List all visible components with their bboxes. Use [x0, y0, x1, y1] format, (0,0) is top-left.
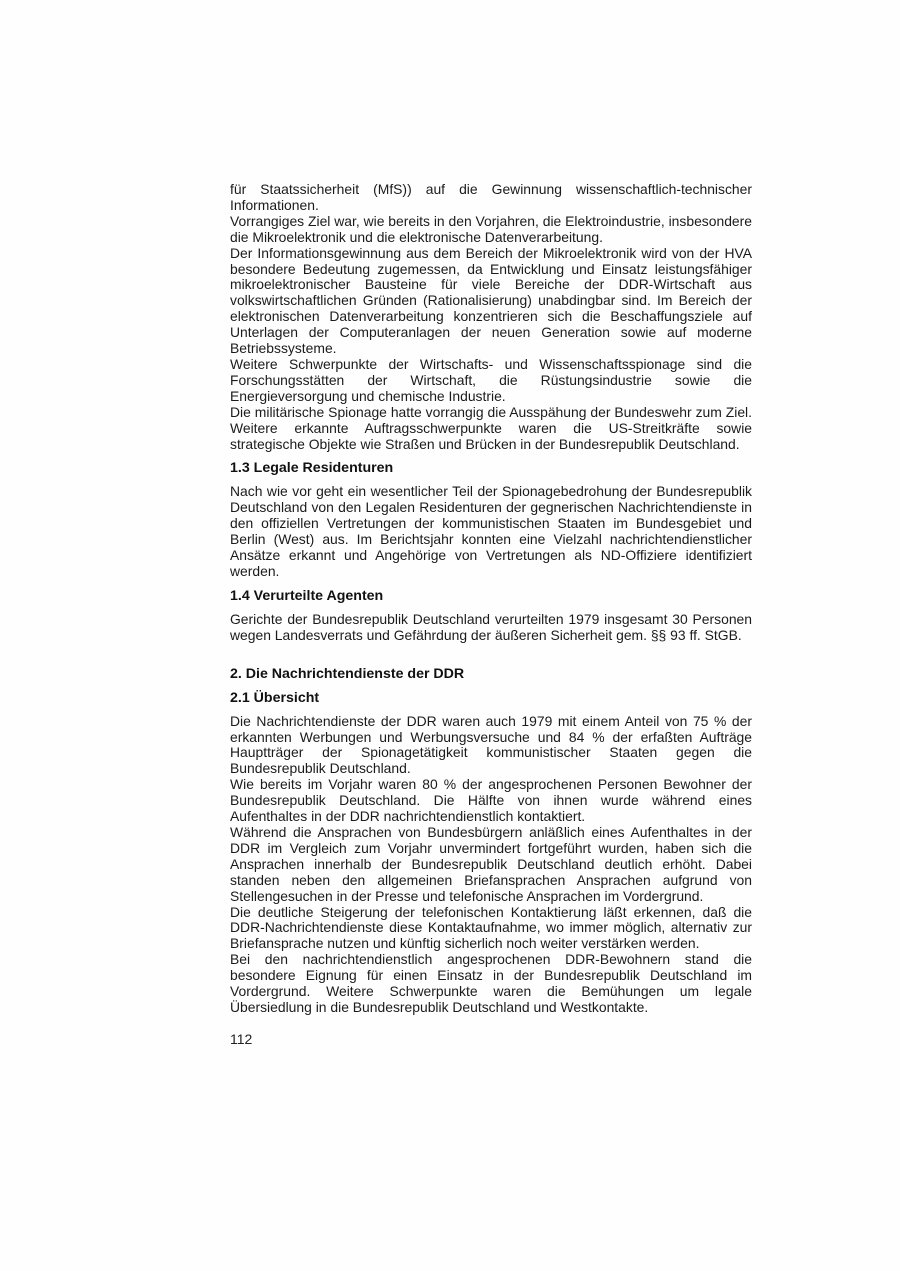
paragraph: Wie bereits im Vorjahr waren 80 % der angesprochenen Personen Bewohner der Bundesrepublik Deutschland. Die Hälfte von ihnen wurde während eines Aufenthaltes in der DDR nachrichtendienstlich kontaktiert. — [230, 776, 752, 825]
paragraph: Weitere Schwerpunkte der Wirtschafts- und Wissenschaftsspionage sind die Forschungsstätten der Wirtschaft, die Rüstungsindustrie sowie die Energieversorgung und chemische Industrie. — [230, 355, 752, 404]
paragraph: Während die Ansprachen von Bundesbürgern anläßlich eines Aufenthaltes in der DDR im Vergleich zum Vorjahr unvermindert fortgeführt wurden, haben sich die Ansprachen innerhalb der Bundesrepublik Deutschland deutlich erhöht. Dabei standen neben den allgemeinen Briefansprachen Ansprachen aufgrund von Stellengesuchen in der Presse und telefonische Ansprachen im Vordergrund. — [230, 824, 752, 904]
chapter-heading-2: 2. Die Nachrichtendienste der DDR — [230, 665, 465, 682]
paragraph: Die Nachrichtendienste der DDR waren auch 1979 mit einem Anteil von 75 % der erkannten Werbungen und Werbungsversuche und 84 % der erfaßten Aufträge Hauptträger der Spionagetätigkeit kommunistischer Staaten gegen die Bundesrepublik Deutschland. — [230, 712, 752, 777]
section-1-3-text: Nach wie vor geht ein wesentlicher Teil der Spionagebedrohung der Bundesrepublik Deutschland von den Legalen Residenturen der gegnerischen Nachrichtendienste in den offiziellen Vertretungen der kommunistischen Staaten im Bundesgebiet und Berlin (West) aus. Im Berichtsjahr konnten eine Vielzahl nachrichtendienstlicher Ansätze erkannt und Angehörige von Vertretungen als ND-Offiziere identifiziert werden. — [230, 483, 752, 579]
paragraph: Der Informationsgewinnung aus dem Bereich der Mikroelektronik wird von der HVA besondere Bedeutung zugemessen, da Entwicklung und Einsatz leistungsfähiger mikroelektronischer Bausteine für viele Bereiche der DDR-Wirtschaft aus volkswirtschaftlichen Gründen (Rationalisierung) unabdingbar sind. Im Bereich der elektronischen Datenverarbeitung konzentrieren sich die Beschaffungsziele auf Unterlagen der Computeranlagen der neuen Generation sowie auf moderne Betriebssysteme. — [230, 244, 752, 357]
paragraph: Die militärische Spionage hatte vorrangig die Ausspähung der Bundeswehr zum Ziel. Weitere erkannte Auftragsschwerpunkte waren die US-Streitkräfte sowie strategische Objekte wie Straßen und Brücken in der Bundesrepublik Deutschland. — [230, 403, 752, 452]
section-1-4-text: Gerichte der Bundesrepublik Deutschland verurteilten 1979 insgesamt 30 Personen wegen Landesverrats und Gefährdung der äußeren Sicherheit gem. §§ 93 ff. StGB. — [230, 610, 752, 643]
section-heading-2-1: 2.1 Übersicht — [230, 689, 320, 706]
page-number: 112 — [230, 1031, 253, 1047]
section-heading-1-3: 1.3 Legale Residenturen — [230, 460, 394, 477]
paragraph: Die deutliche Steigerung der telefonischen Kontaktierung läßt erkennen, daß die DDR-Nachrichtendienste diese Kontaktaufnahme, wo immer möglich, alternativ zur Briefansprache nutzen und künftig sicherlich noch weiter verstärken werden. — [230, 903, 752, 952]
paragraph: für Staatssicherheit (MfS)) auf die Gewinnung wissenschaftlich-technischer Informationen. — [230, 181, 752, 213]
section-heading-1-4: 1.4 Verurteilte Agenten — [230, 587, 384, 604]
paragraph: Vorrangiges Ziel war, wie bereits in den Vorjahren, die Elektroindustrie, insbesondere die Mikroelektronik und die elektronische Datenverarbeitung. — [230, 212, 752, 245]
page-body — [230, 182, 752, 1016]
paragraph: Bei den nachrichtendienstlich angesprochenen DDR-Bewohnern stand die besondere Eignung für einen Einsatz in der Bundesrepublik Deutschland im Vordergrund. Weitere Schwerpunkte waren die Bemühungen um legale Übersiedlung in die Bundesrepublik Deutschland und Westkontakte. — [230, 951, 752, 1015]
